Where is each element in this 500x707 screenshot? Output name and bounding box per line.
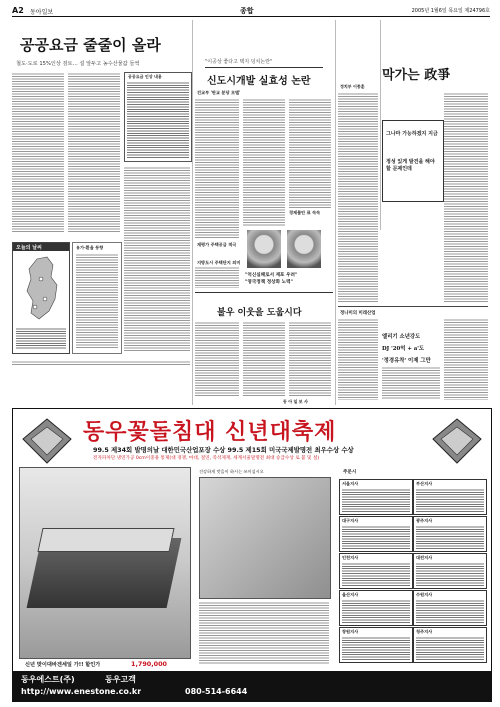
region-cell <box>339 627 413 663</box>
region-label: 청주지사 <box>416 629 433 634</box>
weather-data <box>16 327 66 349</box>
region-cell <box>413 479 487 515</box>
sub-column-text <box>382 366 440 400</box>
market-box <box>72 242 122 354</box>
region-cell <box>413 516 487 552</box>
region-label: 대구지사 <box>342 518 359 523</box>
center-body-text <box>243 98 285 226</box>
lead-subheadline: 철도·도로 15%인상 검토… 설 앞두고 농수산물값 들썩 <box>16 61 140 67</box>
region-label: 창원지사 <box>342 629 359 634</box>
opinion-body-text <box>338 92 378 302</box>
ad-banner: 동우꽃돌침대 신년대축제 <box>83 420 337 445</box>
center-headline: 신도시개발 실효성 논란 <box>207 76 311 87</box>
company-tag: 동우고객 <box>105 675 136 684</box>
ad-award-line: 99.5 제34회 발명의날 대한민국산업포장 수상 99.5 제15회 미국국제발명전 최우수상 수상 <box>93 446 354 454</box>
center-subhead: 건교부 '판교 분당 모델' <box>197 90 241 95</box>
company-phone[interactable]: 080-514-6644 <box>185 687 248 696</box>
region-label: 광주지사 <box>416 518 433 523</box>
middle-note: 건강하게 맛을이 하시는 쓰이십시오 <box>199 469 264 474</box>
lead-body-text <box>12 72 64 232</box>
gem-illustration <box>19 417 75 465</box>
ad-promo-line: 전자파차단 냉연가공 0cm이중용 통제(대 경쟁, 마대, 절연, 즉석제재, 세계서울말명전 최대 승급수상 로 불 및 설) <box>93 456 320 461</box>
portrait-photo <box>287 230 321 268</box>
date-info: 2005년 1월6일 목요일 제24796호 <box>411 8 490 14</box>
sub-column-text <box>444 318 488 400</box>
showroom-photo <box>199 477 331 599</box>
highlight-box <box>382 120 444 202</box>
sub-headline: DJ '20억 + a'도 <box>382 346 425 352</box>
region-address <box>416 488 484 512</box>
page-number: A2 <box>12 6 24 15</box>
center-body-text <box>289 98 331 208</box>
region-cell <box>413 553 487 589</box>
region-address <box>342 525 410 549</box>
center-subhead: 경제불안 표 속속 <box>289 210 321 215</box>
region-label: 부산지사 <box>416 481 433 486</box>
region-label: 인천지사 <box>342 555 359 560</box>
region-address <box>342 488 410 512</box>
sub-headline: 엘리기 소년강도 <box>382 334 421 340</box>
company-name: 동우에스트(주) <box>21 675 75 684</box>
sub-column-title: 정나미의 미래산업 <box>340 311 376 316</box>
highlight-text: 정성 있게 발견을 해야 할 문제인데 <box>386 159 435 172</box>
feature-headline: 불우 이웃을 도웁시다 <box>217 308 302 318</box>
fare-table-title: 공공요금 인상 내용 <box>128 74 162 79</box>
fare-table-rows <box>127 81 189 159</box>
feature-article <box>195 292 333 406</box>
portrait-photo <box>247 230 281 268</box>
product-label: 신년 맞이대바겐세일 가!! 할인가 <box>25 662 101 668</box>
weather-box <box>12 242 70 354</box>
region-label: 울산지사 <box>342 592 359 597</box>
region-address <box>416 525 484 549</box>
center-body-text <box>195 98 239 238</box>
region-label: 서울지사 <box>342 481 359 486</box>
feature-body-text <box>289 321 331 397</box>
region-cell <box>339 553 413 589</box>
fare-table <box>124 72 192 162</box>
center-body-text <box>195 266 239 288</box>
region-address <box>416 562 484 586</box>
weather-caption: 오늘의 날씨 <box>16 245 42 251</box>
masthead-bar <box>12 6 490 17</box>
kicker-line <box>205 67 323 68</box>
center-article <box>195 20 333 290</box>
region-label: 수원지사 <box>416 592 433 597</box>
region-address <box>342 636 410 660</box>
pull-quote: "억신실패로서 재포 우려" <box>245 273 298 278</box>
ad-body-text <box>199 601 329 665</box>
opinion-article <box>338 20 490 405</box>
lead-body-text <box>68 72 120 232</box>
center-subhead: 지방도시 주택단지 의미 <box>197 260 241 265</box>
lead-body-text <box>124 166 190 352</box>
column-rule <box>335 20 336 405</box>
weather-title-bar <box>13 243 69 251</box>
lead-headline: 공공요금 줄줄이 올라 <box>20 36 161 54</box>
opinion-byline: 정치부 이종훈 <box>340 84 365 89</box>
company-strip <box>13 671 491 701</box>
sub-column-rule <box>338 306 488 307</box>
opinion-body-text <box>444 92 488 302</box>
lead-article <box>12 20 190 405</box>
pull-quote-top: "이공상 좋다고 택지 덩치논란" <box>205 59 273 65</box>
portrait-pair <box>243 230 331 268</box>
region-address <box>416 636 484 660</box>
paper-name: 동아일보 <box>30 9 54 16</box>
pull-quote: "영국정책 정상화 노력" <box>245 280 293 285</box>
region-address <box>416 599 484 623</box>
column-rule <box>192 20 193 405</box>
center-subhead: 재평가 주택공급 적극 <box>197 242 237 247</box>
section-label: 종합 <box>240 7 254 15</box>
company-website[interactable]: http://www.enestone.co.kr <box>21 687 142 696</box>
gem-illustration <box>429 417 485 465</box>
highlight-text: 그나마 가능하겠지 지금 <box>386 131 438 137</box>
feature-body-text <box>243 321 285 397</box>
region-cell <box>339 479 413 515</box>
region-address <box>342 562 410 586</box>
bed-product-photo <box>19 467 191 659</box>
region-cell <box>413 590 487 626</box>
sub-headline: '정경유착' 이제 그만 <box>382 358 431 364</box>
lead-footnote <box>12 360 190 366</box>
feature-credit: 동 아 일 보 사 <box>283 399 308 404</box>
advertisement <box>12 408 492 702</box>
feature-body-text <box>195 321 239 397</box>
opinion-headline: 막가는 政爭 <box>382 68 451 83</box>
market-data <box>76 253 118 349</box>
region-grid <box>339 479 485 665</box>
order-title: 주문시 <box>343 470 357 475</box>
region-address <box>342 599 410 623</box>
product-price: 1,790,000 <box>131 660 167 668</box>
region-label: 대전지사 <box>416 555 433 560</box>
bed-mattress <box>37 528 174 552</box>
sub-column-text <box>338 318 378 400</box>
region-cell <box>339 590 413 626</box>
market-caption: 유가·환율 동향 <box>76 245 104 250</box>
korea-map-graphic <box>17 255 65 325</box>
region-cell <box>413 627 487 663</box>
region-cell <box>339 516 413 552</box>
